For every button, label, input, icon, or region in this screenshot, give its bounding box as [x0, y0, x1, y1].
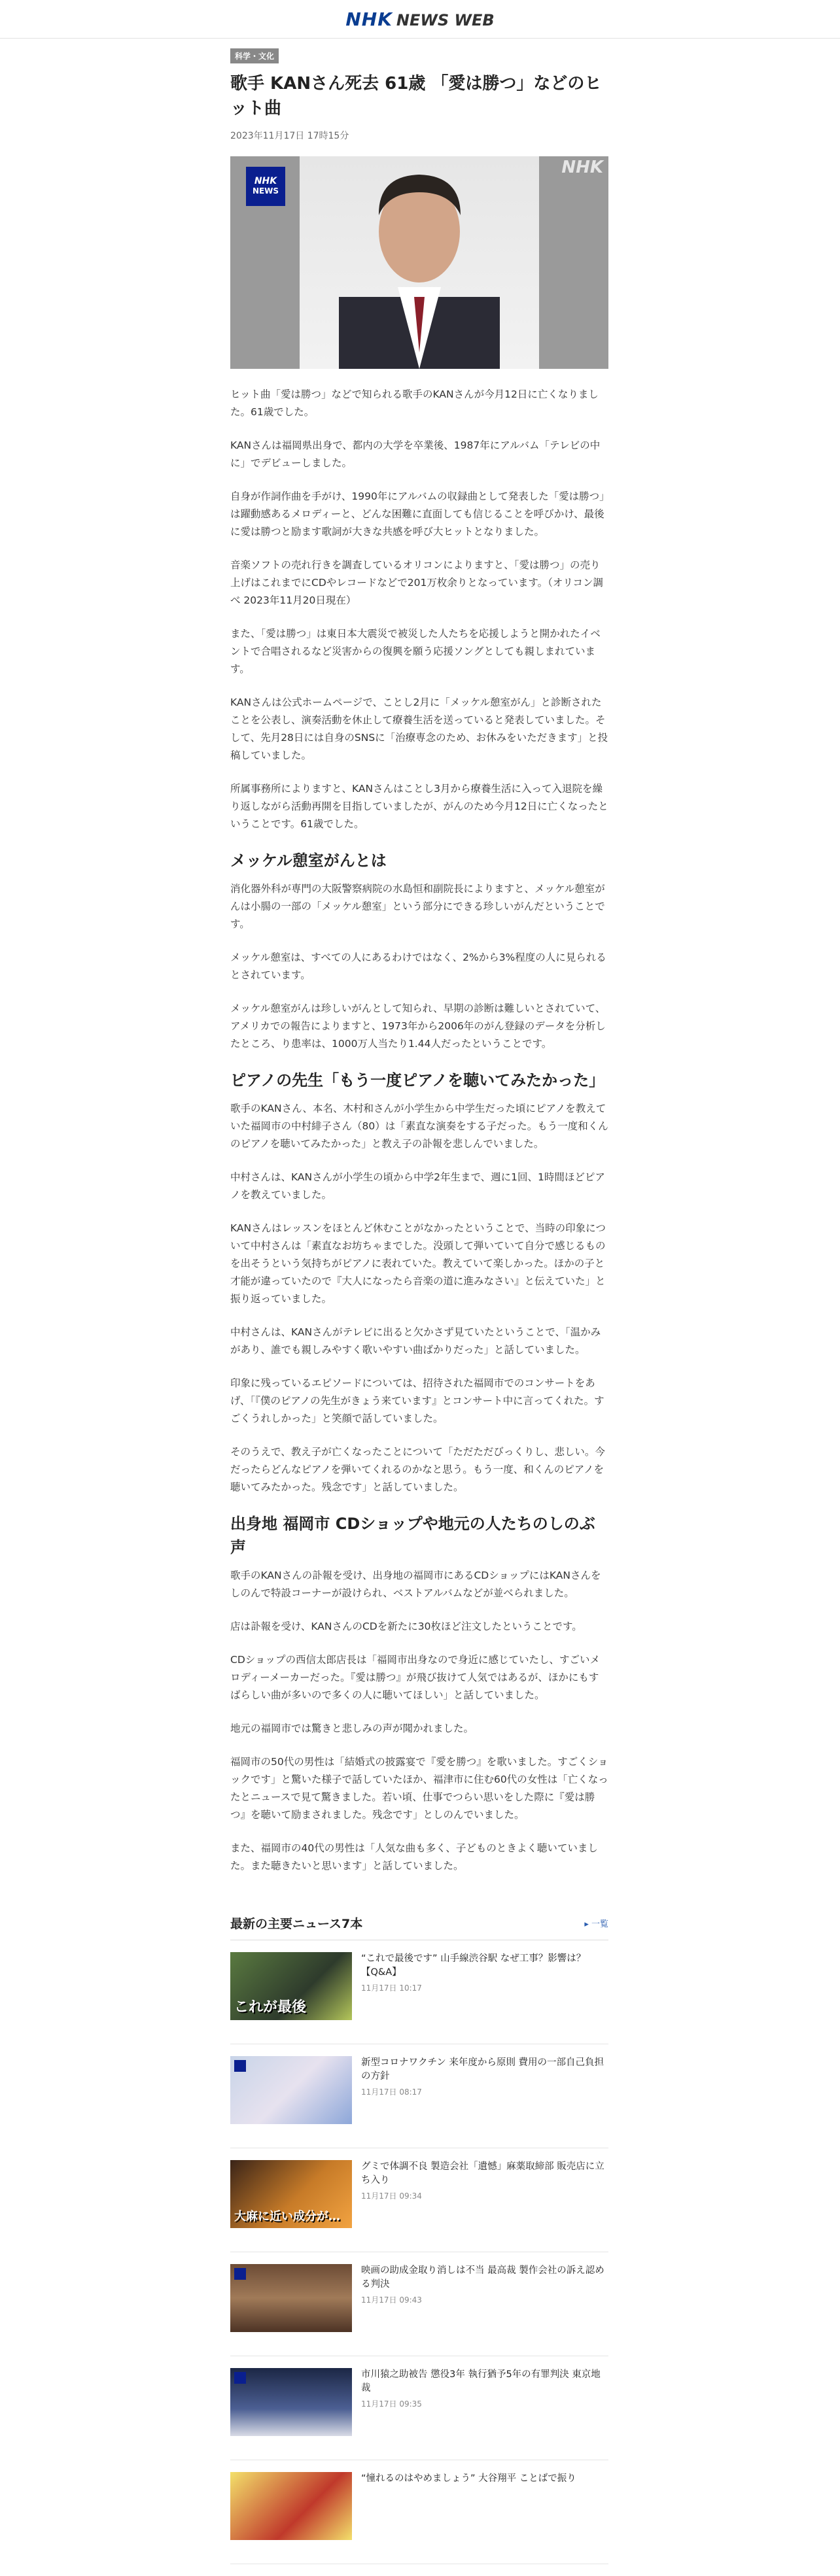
article-title: 歌手 KANさん死去 61歳 「愛は勝つ」などのヒット曲: [230, 74, 602, 118]
news-title[interactable]: グミで体調不良 製造会社「遺憾」麻薬取締部 販売店に立ち入り: [361, 2161, 604, 2186]
news-text: [361, 1952, 608, 2031]
paragraph: 消化器外科が専門の大阪警察病院の水島恒和副院長によりますと、メッケル憩室がんは小腸の一部の「メッケル憩室」という部分にできる珍しいがんだということです。: [230, 883, 605, 930]
section-heading: ピアノの先生「もう一度ピアノを聴いてみたかった」: [230, 1071, 605, 1090]
paragraph: 所属事務所によりますと、KANさんはことし3月から療養生活に入って入退院を繰り返しながら活動再開を目指していましたが、がんのため今月12日に亡くなったということです。61歳でした。: [230, 783, 608, 830]
news-date: 11月17日 09:34: [361, 2191, 422, 2201]
news-title[interactable]: 市川猿之助被告 懲役3年 執行猶予5年の有罪判決 東京地裁: [361, 2369, 601, 2394]
paragraph: 地元の福岡市では驚きと悲しみの声が聞かれました。: [230, 1723, 474, 1734]
paragraph: 自身が作詞作曲を手がけ、1990年にアルバムの収録曲として発表した「愛は勝つ」は躍動感あるメロディーと、どんな困難に直面しても信じることを呼びかけ、最後に愛は勝つと励ます歌詞が大きな共感を呼び大ヒットとなりました。: [230, 490, 604, 538]
news-text: [361, 2368, 608, 2447]
badge-line2: NEWS: [252, 186, 279, 196]
news-item[interactable]: [230, 2160, 608, 2252]
news-text: [361, 2264, 608, 2343]
paragraph: 歌手のKANさん、本名、木村和さんが小学生から中学生だった頃にピアノを教えていた福岡市の中村緋子さん（80）は「素直な演奏をする子だった。もう一度和くんのピアノを聴いてみたかった」と教え子の訃報を悲しんでいました。: [230, 1103, 608, 1150]
news-thumbnail[interactable]: [230, 2264, 352, 2332]
portrait-photo: [300, 156, 539, 369]
news-date: 11月17日 09:43: [361, 2295, 422, 2305]
news-item[interactable]: [230, 2368, 608, 2460]
nhk-mini-badge: [234, 2372, 246, 2384]
news-title[interactable]: 映画の助成金取り消しは不当 最高裁 製作会社の訴え認める判決: [361, 2265, 604, 2290]
paragraph: 店は訃報を受け、KANさんのCDを新たに30枚ほど注文したということです。: [230, 1621, 582, 1632]
logo-sub-text: NEWS WEB: [396, 10, 495, 29]
news-list-label: 一覧: [591, 1919, 608, 1929]
news-date: 11月17日 09:35: [361, 2399, 422, 2409]
news-date: 11月17日 08:17: [361, 2087, 422, 2097]
paragraph: 中村さんは、KANさんがテレビに出ると欠かさず見ていたということで、「温かみがあり、誰でも親しみやすく歌いやすい曲ばかりだった」と話していました。: [230, 1326, 601, 1356]
news-item[interactable]: [230, 1952, 608, 2044]
section-heading: メッケル憩室がんとは: [230, 851, 387, 870]
thumbnail-caption: 大麻に近い成分が…: [234, 2210, 340, 2224]
logo-nhk-text: NHK: [345, 8, 393, 30]
paragraph: 福岡市の50代の男性は「結婚式の披露宴で『愛を勝つ』を歌いました。すごくショックです」と驚いた様子で話していたほか、福津市に住む60代の女性は「亡くなったとニュースで見て驚きました。若い頃、仕事でつらい思いをした際に『愛は勝つ』を聴いて励まされました。残念です」としのんでいました。: [230, 1756, 608, 1821]
portrait-figure: [300, 156, 539, 369]
news-title[interactable]: 新型コロナワクチン 来年度から原則 費用の一部自己負担の方針: [361, 2057, 604, 2082]
paragraph: 音楽ソフトの売れ行きを調査しているオリコンによりますと、「愛は勝つ」の売り上げはこれまでにCDやレコードなどで201万枚余りとなっています。（オリコン調べ 2023年11月20日現在）: [230, 559, 604, 606]
article-body: [230, 386, 608, 1875]
news-thumbnail[interactable]: [230, 2368, 352, 2436]
article-main: [230, 44, 608, 2576]
news-text: [361, 2472, 576, 2550]
latest-news-section: [230, 1914, 608, 2564]
site-header: [0, 0, 840, 39]
nhk-mini-badge: [234, 2268, 246, 2280]
news-thumbnail[interactable]: [230, 1952, 352, 2020]
paragraph: 中村さんは、KANさんが小学生の頃から中学2年生まで、週に1回、1時間ほどピアノを教えていました。: [230, 1171, 605, 1201]
paragraph: また、福岡市の40代の男性は「人気な曲も多く、子どものときよく聴いていました。また聴きたいと思います」と話していました。: [230, 1842, 598, 1872]
paragraph: KANさんは福岡県出身で、都内の大学を卒業後、1987年にアルバム「テレビの中に」でデビューしました。: [230, 439, 601, 469]
news-date: 11月17日 10:17: [361, 1984, 422, 1993]
latest-news-heading: 最新の主要ニュース7本: [230, 1917, 363, 1931]
article-photo: [230, 156, 608, 369]
nhk-mini-badge: [234, 2060, 246, 2072]
paragraph: メッケル憩室がんは珍しいがんとして知られ、早期の診断は難しいとされていて、アメリカでの報告によりますと、1973年から2006年のがん登録のデータを分析したところ、り患率は、1000万人当たり1.44人だったということです。: [230, 1003, 606, 1050]
badge-line1: NHK: [254, 176, 277, 186]
nhk-watermark: NHK: [561, 158, 603, 177]
paragraph: メッケル憩室は、すべての人にあるわけではなく、2%から3%程度の人に見られるとされています。: [230, 952, 606, 981]
news-text: [361, 2160, 608, 2239]
site-logo[interactable]: [345, 9, 494, 30]
news-thumbnail[interactable]: [230, 2056, 352, 2124]
news-thumbnail[interactable]: [230, 2160, 352, 2228]
news-title[interactable]: “これで最後です” 山手線渋谷駅 なぜ工事？影響は？【Q&A】: [361, 1953, 586, 1978]
paragraph: 歌手のKANさんの訃報を受け、出身地の福岡市にあるCDショップにはKANさんをしのんで特設コーナーが設けられ、ベストアルバムなどが並べられました。: [230, 1570, 601, 1599]
news-text: [361, 2056, 608, 2135]
news-thumbnail[interactable]: [230, 2472, 352, 2540]
category-badge[interactable]: 科学・文化: [230, 48, 279, 63]
news-item[interactable]: [230, 2056, 608, 2148]
news-title[interactable]: “憧れるのはやめましょう” 大谷翔平 ことばで振り: [361, 2473, 576, 2484]
news-item[interactable]: [230, 2472, 608, 2564]
section-heading: 出身地 福岡市 CDショップや地元の人たちのしのぶ声: [230, 1515, 595, 1556]
paragraph: ヒット曲「愛は勝つ」などで知られる歌手のKANさんが今月12日に亡くなりました。61歳でした。: [230, 388, 599, 418]
nhk-news-badge: [246, 167, 285, 206]
news-item[interactable]: [230, 2264, 608, 2356]
paragraph: また、「愛は勝つ」は東日本大震災で被災した人たちを応援しようと開かれたイベントで合唱されるなど災害からの復興を願う応援ソングとしても親しまれています。: [230, 628, 601, 675]
paragraph: そのうえで、教え子が亡くなったことについて「ただただびっくりし、悲しい。今だったらどんなピアノを弾いてくれるのかなと思う。もう一度、和くんのピアノを聴いてみたかった。残念です」と話していました。: [230, 1446, 605, 1493]
thumbnail-caption: これが最後: [234, 1999, 307, 2016]
news-list-link[interactable]: ▸ 一覧: [584, 1919, 608, 1929]
paragraph: KANさんは公式ホームページで、ことし2月に「メッケル憩室がん」と診断されたことを公表し、演奏活動を休止して療養生活を送っていると発表していました。そして、先月28日には自身のSNSに「治療専念のため、お休みをいただきます」と投稿していました。: [230, 696, 608, 761]
article-date: 2023年11月17日 17時15分: [230, 131, 349, 141]
paragraph: CDショップの西信太郎店長は「福岡市出身なので身近に感じていたし、すごいメロディーメーカーだった。『愛は勝つ』が飛び抜けて人気ではあるが、ほかにもすばらしい曲が多いので多くの人に聴いてほしい」と話していました。: [230, 1654, 600, 1701]
paragraph: KANさんはレッスンをほとんど休むことがなかったということで、当時の印象について中村さんは「素直なお坊ちゃまでした。没頭して弾いていて自分で感じるものを出そうという気持ちがピアノに表れていた。教えていて楽しかった。ほかの子と才能が違っていたので『大人になったら音楽の道に進みなさい』と伝えていた」と振り返っていました。: [230, 1222, 606, 1305]
latest-news-header: [230, 1914, 608, 1940]
paragraph: 印象に残っているエピソードについては、招待された福岡市でのコンサートをあげ、「『僕のピアノの先生がきょう来ています』とコンサート中に言ってくれた。すごくうれしかった」と笑顔で話していました。: [230, 1377, 604, 1424]
